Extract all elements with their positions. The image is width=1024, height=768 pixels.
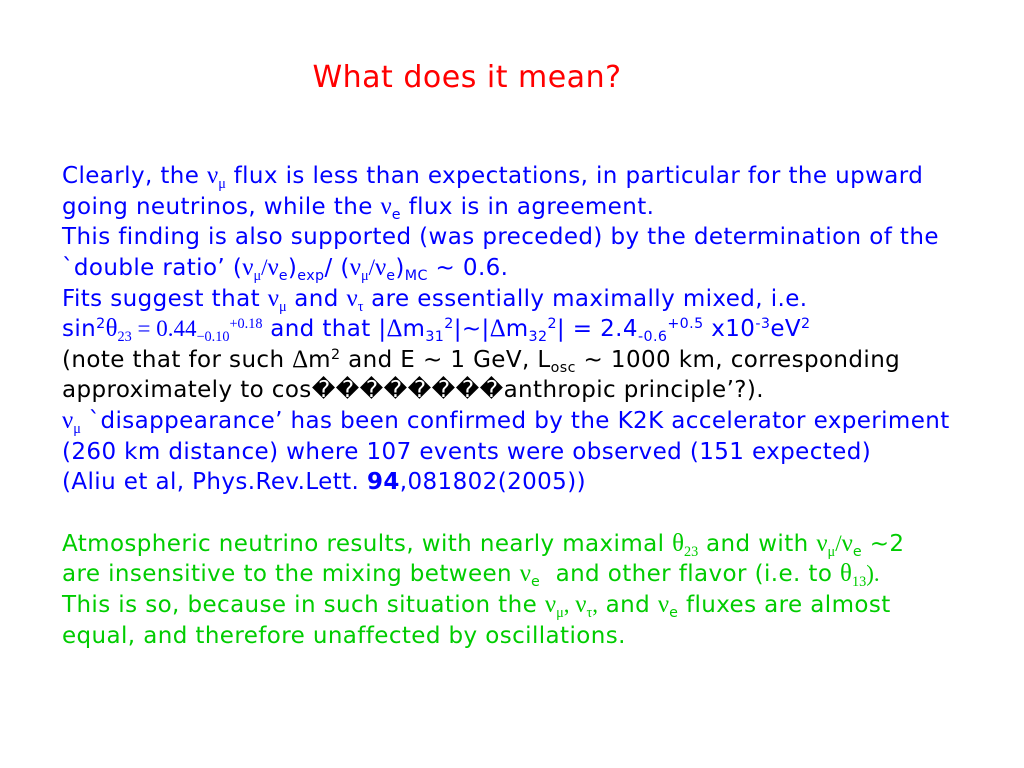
- nu-symbol: ν: [62, 407, 74, 435]
- delta-symbol: Δ: [386, 315, 403, 343]
- k2k-reference: [62, 467, 1012, 498]
- text-run: flux is in agreement.: [400, 193, 655, 220]
- equation-value: = 0.44: [131, 316, 197, 342]
- squared-superscript: 2: [330, 347, 341, 364]
- slide-title: What does it mean?: [312, 60, 622, 95]
- squared-superscript: 2: [547, 316, 557, 333]
- text-run: equal, and therefore unaffected by oscillations.: [62, 622, 626, 649]
- findings-line-6: [62, 314, 1012, 345]
- nu-symbol: ν: [657, 590, 670, 618]
- mu-subscript: μ: [73, 421, 81, 438]
- tau-subscript: τ: [357, 298, 364, 315]
- comma: ,: [592, 591, 598, 617]
- k2k-line-2: [62, 437, 1012, 468]
- note-line-2: [62, 375, 1012, 406]
- text-run: Clearly, the: [62, 163, 208, 189]
- text-run: |~|: [453, 316, 490, 343]
- text-run: and other flavor (i.e. to: [540, 561, 841, 588]
- conclusion-line-4: [62, 621, 1012, 652]
- closing-text: ).: [866, 561, 880, 587]
- text-run: approximately to cos��������anthropic principle’?).: [62, 377, 764, 404]
- k2k-paragraph: [62, 406, 1012, 498]
- mu-subscript: μ: [827, 543, 836, 560]
- error-minus-subscript: −0.10: [196, 329, 230, 346]
- text-run: are essentially maximally mixed, i.e.: [363, 285, 808, 312]
- index-subscript: 32: [528, 329, 548, 346]
- m-symbol: m: [308, 346, 331, 373]
- nu-symbol: ν: [374, 253, 387, 281]
- text-run: `double ratio’ (: [62, 254, 243, 281]
- nu-symbol: ν: [544, 590, 557, 618]
- text-run: / (: [324, 254, 350, 281]
- text-run: ): [287, 254, 298, 281]
- text-run: This finding is also supported (was preceded) by the determination of the: [62, 224, 939, 251]
- e-subscript: e: [852, 543, 862, 560]
- error-minus-subscript: -0.6: [637, 329, 668, 346]
- paragraph-spacer: [62, 498, 1012, 529]
- text-run: and with: [698, 530, 817, 557]
- k2k-line-1: [62, 406, 1012, 437]
- error-plus-superscript: +0.18: [229, 316, 263, 333]
- ratio-slash: /: [835, 530, 842, 556]
- mc-subscript: MC: [404, 268, 428, 285]
- mu-subscript: μ: [360, 268, 369, 285]
- theta-symbol: θ: [105, 315, 118, 343]
- nu-symbol: ν: [349, 253, 361, 281]
- nu-symbol: ν: [267, 253, 279, 281]
- nu-symbol: ν: [207, 162, 219, 189]
- error-plus-superscript: +0.5: [667, 316, 704, 333]
- squared-superscript: 2: [96, 316, 106, 333]
- nu-symbol: ν: [841, 529, 853, 557]
- exponent-superscript: -3: [755, 316, 771, 333]
- findings-line-4: [62, 253, 1012, 284]
- nu-symbol: ν: [267, 284, 279, 312]
- delta-symbol: Δ: [489, 315, 506, 343]
- nu-symbol: ν: [575, 590, 587, 618]
- text-run: and: [597, 591, 658, 618]
- m-symbol: m: [505, 316, 529, 343]
- text-run: sin: [62, 316, 97, 343]
- theta-symbol: θ: [840, 560, 852, 588]
- mu-subscript: μ: [253, 268, 262, 285]
- nu-symbol: ν: [242, 253, 254, 281]
- text-run: going neutrinos, while the: [62, 193, 381, 220]
- squared-superscript: 2: [444, 316, 454, 333]
- delta-symbol: Δ: [292, 345, 309, 373]
- nu-symbol: ν: [346, 284, 358, 312]
- e-subscript: e: [530, 574, 541, 591]
- nu-symbol: ν: [519, 560, 531, 588]
- text-run: Atmospheric neutrino results, with nearly maximal: [62, 530, 673, 557]
- findings-line-2: [62, 192, 1012, 223]
- volume-number: 94: [366, 469, 400, 496]
- index-subscript: 23: [117, 329, 132, 346]
- text-run: are insensitive to the mixing between: [62, 561, 520, 588]
- text-run: | = 2.4: [556, 316, 638, 343]
- mu-subscript: μ: [218, 176, 226, 193]
- comma: ,: [563, 591, 576, 617]
- text-run: ~ 1000 km, corresponding: [575, 346, 901, 373]
- findings-line-3: [62, 222, 1012, 253]
- index-subscript: 31: [425, 329, 445, 346]
- nu-symbol: ν: [380, 192, 392, 220]
- text-run: (note that for such: [62, 346, 293, 373]
- text-run: (Aliu et al, Phys.Rev.Lett.: [62, 469, 367, 496]
- exp-subscript: exp: [297, 268, 325, 285]
- mu-subscript: μ: [556, 605, 564, 622]
- text-run: This is so, because in such situation the: [62, 591, 545, 618]
- text-run: ~ 0.6.: [427, 254, 509, 281]
- e-subscript: e: [391, 206, 401, 223]
- e-subscript: e: [669, 605, 679, 622]
- ratio-slash: /: [261, 254, 268, 280]
- text-run: and that |: [262, 316, 387, 343]
- conclusion-line-2: [62, 559, 1012, 590]
- ratio-slash: /: [368, 254, 375, 280]
- index-subscript: 23: [684, 543, 699, 560]
- note-paragraph: [62, 345, 1012, 406]
- osc-subscript: osc: [550, 359, 576, 376]
- slide-body: [62, 161, 1012, 651]
- squared-superscript: 2: [801, 316, 811, 333]
- e-subscript: e: [278, 268, 288, 285]
- index-subscript: 13: [851, 574, 867, 591]
- text-run: and: [286, 285, 347, 312]
- findings-line-1: [62, 161, 1012, 192]
- findings-paragraph: [62, 161, 1012, 345]
- e-subscript: e: [386, 268, 396, 285]
- findings-line-5: [62, 284, 1012, 315]
- text-run: ,081802(2005)): [399, 469, 586, 496]
- tau-subscript: τ: [586, 605, 593, 622]
- m-symbol: m: [402, 316, 426, 343]
- text-run: `disappearance’ has been confirmed by the K2K accelerator experiment: [80, 408, 950, 435]
- text-run: ): [395, 254, 405, 281]
- conclusion-paragraph: [62, 529, 1012, 652]
- text-run: x10: [703, 316, 756, 343]
- theta-symbol: θ: [672, 529, 685, 557]
- text-run: fluxes are almost: [678, 591, 891, 618]
- text-run: Fits suggest that: [62, 285, 268, 312]
- text-run: flux is less than expectations, in particular for the upward: [225, 163, 924, 189]
- text-run: and E ~ 1 GeV, L: [340, 346, 551, 373]
- text-run: ~2: [861, 530, 905, 557]
- conclusion-line-1: [62, 529, 1012, 560]
- nu-symbol: ν: [816, 529, 828, 557]
- mu-subscript: μ: [278, 298, 287, 315]
- text-run: (260 km distance) where 107 events were observed (151 expected): [62, 438, 872, 465]
- unit-text: eV: [770, 316, 802, 343]
